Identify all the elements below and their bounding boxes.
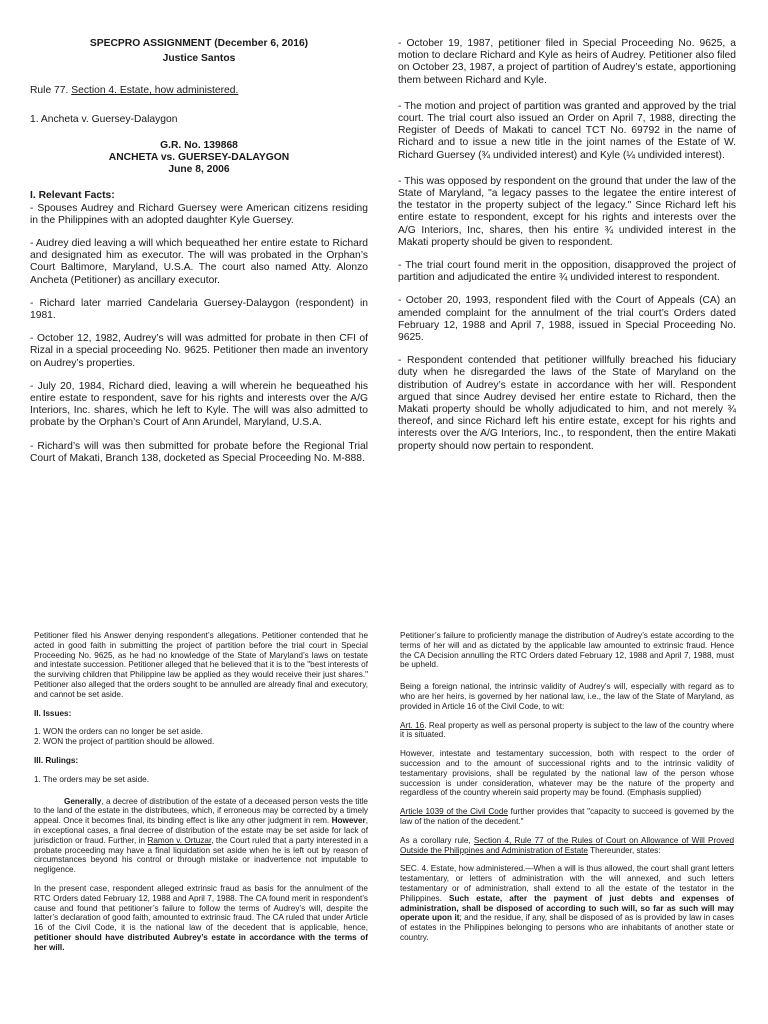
article-16-label: Art. 16 xyxy=(400,720,425,730)
fact-paragraph: - Audrey died leaving a will which bequeathed her entire estate to Richard and designated him as executor. The will was probated in the Orphan’s Court Baltimore, Maryland, U.S.A. The court also named Atty. Alonzo Ancheta (Petitioner) as ancillary executor. xyxy=(30,238,368,286)
fact-paragraph: - Richard’s will was then submitted for probate before the Regional Trial Court of Makati, Branch 138, docketed as Special Proceeding No. M-888. xyxy=(30,440,368,464)
answer-paragraph: Petitioner filed his Answer denying respondent’s allegations. Petitioner contended that he acted in good faith in submitting the project of partition before the trial court in Special Proceeding No. 9625, as he had no knowledge of the State of Maryland’s laws on testate and intestate succession. Petitioner alleged that he believed that it is to the "best interests of the surviving children that Philippine law be applied as they would receive their just shares." Petitioner also alleged that the orders sought to be annulled are already final and executory, and cannot be set aside. xyxy=(34,631,368,699)
case-gr-number: G.R. No. 139868 xyxy=(160,139,238,151)
article-16-continuation: However, intestate and testamentary succession, both with respect to the order of succession and to the amount of successional rights and to the intrinsic validity of testamentary provisions, shall be regulated by the national law of the person whose succession is under consideration, whatever may be the nature of the property and regardless of the country wherein said property may be found. (Emphasis supplied) xyxy=(400,749,734,798)
ruling-text: , a decree of distribution of the estate of a deceased person vests the title to the land of the estate in the distributees, which, if erroneous may be corrected by a timely appeal. Once it becomes final, its binding effect is like any other judgment in rem. xyxy=(34,796,368,826)
column-top-left xyxy=(30,38,368,476)
case-date: June 8, 2006 xyxy=(168,164,230,176)
issue-item: 2. WON the project of partition should be allowed. xyxy=(34,737,215,747)
ruling-item: 1. The orders may be set aside. xyxy=(34,774,149,784)
article-16-paragraph xyxy=(400,721,734,741)
fact-paragraph: - Respondent contended that petitioner willfully breached his fiduciary duty when he disregarded the laws of the State of Maryland on the distribution of Audrey’s estate in accordance with her will. Respondent argued that since Audrey devised her entire estate to Richard, then the Makati property should be wholly adjudicated to him, and not merely ¾ thereof, and since Richard left his entire estate, except for his rights and interests over the A/G Interiors, Inc., to respondent, then the entire Makati property should now pertain to respondent. xyxy=(398,355,736,452)
column-bottom-right xyxy=(400,631,734,952)
case-item: 1. Ancheta v. Guersey-Dalaygon xyxy=(30,113,178,125)
corollary-text: Thereunder, states: xyxy=(587,845,661,855)
column-top-right xyxy=(398,38,736,464)
section-4-paragraph xyxy=(400,864,734,942)
fact-paragraph: - October 12, 1982, Audrey’s will was admitted for probate in then CFI of Rizal in a special proceeding No. 9625. Petitioner then made an inventory on Audrey’s properties. xyxy=(30,333,368,369)
fact-paragraph: - October 20, 1993, respondent filed with the Court of Appeals (CA) an amended complaint for the annulment of the trial court’s Orders dated February 12, 1988 and April 7, 1988, issued in Special Proceeding No. 9625. xyxy=(398,295,736,344)
issue-item: 1. WON the orders can no longer be set aside. xyxy=(34,727,203,737)
ruling-paragraph: Being a foreign national, the intrinsic validity of Audrey’s will, especially with regard as to who are her heirs, is governed by her national law, i.e., the law of the State of Maryland, as provided in Article 16 of the Civil Code, to wit: xyxy=(400,682,734,711)
article-text: . Real property as well as personal property is subject to the law of the country where it is situated. xyxy=(400,720,734,740)
emphasis-generally: Generally xyxy=(64,796,102,806)
corollary-text: As a corollary rule, xyxy=(400,835,474,845)
issues-heading: II. Issues: xyxy=(34,708,72,718)
fact-paragraph: - This was opposed by respondent on the ground that under the law of the State of Maryland, "a legacy passes to the legatee the entire interest of the testator in the property subject of the legacy." Since Richard left his entire estate to respondent, except for his rights and interests over the A/G Interiors, Inc, shares, then his entire ¾ undivided interest in the Makati property should be given to respondent. xyxy=(398,175,736,248)
rulings-heading: III. Rulings: xyxy=(34,755,79,765)
assignment-title: SPECPRO ASSIGNMENT (December 6, 2016) xyxy=(89,38,309,49)
ruling-paragraph xyxy=(34,884,368,953)
column-bottom-left xyxy=(34,631,368,962)
fact-paragraph: - July 20, 1984, Richard died, leaving a will wherein he bequeathed his entire estate to respondent, save for his rights and interests over the A/G Interiors, Inc. shares, which he left to Kyle. The will was also admitted to probate by the Orphan’s Court of Ann Arundel, Maryland, U.S.A. xyxy=(30,380,368,429)
fact-paragraph: - The trial court found merit in the opposition, disapproved the project of partition and adjudicated the entire ¾ undivided interest to respondent. xyxy=(398,260,736,284)
emphasis-however: However xyxy=(331,816,366,826)
ruling-text: , the Court ruled that a party interested in a probate proceeding may have a final liquidation set aside when he is left out by reason of circumstances beyond his control or through mistake or inadvertence not imputable to negligence. xyxy=(34,835,368,875)
article-1039-label: Article 1039 of the Civil Code xyxy=(400,807,508,817)
emphasis-holding: petitioner should have distributed Aubrey’s estate in accordance with the terms of her will. xyxy=(34,932,368,952)
section-text: ; and the residue, if any, shall be disposed of as is provided by law in cases of estates in the Philippines belonging to persons who are inhabitants of another state or country. xyxy=(400,913,734,942)
rule-prefix: Rule 77. xyxy=(30,85,72,97)
rule-77-reference: Section 4, Rule 77 of the Rules of Court on Allowance of Will Proved Outside the Philippines and Administration of Estate xyxy=(400,835,734,855)
section-text: SEC. 4. Estate, how administered.—When a will is thus allowed, the court shall grant letters testamentary, or letters of administration with the will annexed, and such letters testamentary or of administration, shall extend to all the estate of the testator in the Philippines. xyxy=(400,864,734,903)
facts-heading: I. Relevant Facts: xyxy=(30,190,115,202)
corollary-paragraph xyxy=(400,836,734,856)
article-1039-paragraph xyxy=(400,807,734,827)
case-citation: Ramon v. Ortuzar xyxy=(147,835,212,845)
fact-paragraph: - Spouses Audrey and Richard Guersey were American citizens residing in the Philippines with an adopted daughter Kyle Guersey. xyxy=(30,202,368,226)
case-title: ANCHETA vs. GUERSEY-DALAYGON xyxy=(108,152,290,164)
fact-paragraph: - Richard later married Candelaria Guersey-Dalaygon (respondent) in 1981. xyxy=(30,297,368,322)
section-4-emphasis: Such estate, after the payment of just debts and expenses of administration, shall be disposed of according to such will, so far as such will may operate upon it xyxy=(400,893,734,923)
fact-paragraph: - The motion and project of partition was granted and approved by the trial court. The trial court also issued an Order on April 7, 1988, directing the Register of Deeds of Makati to cancel TCT No. 69792 in the name of Richard and to issue a new title in the joint names of the Estate of W. Richard Guersey (¾ undivided interest) and Kyle (¼ undivided interest). xyxy=(398,100,736,161)
fact-paragraph: - October 19, 1987, petitioner filed in Special Proceeding No. 9625, a motion to declare Richard and Kyle as heirs of Audrey. Petitioner also filed on October 23, 1987, a project of partition of Audrey’s estate, apportioning them between Richard and Kyle. xyxy=(398,38,736,86)
ruling-paragraph: Petitioner’s failure to proficiently manage the distribution of Audrey’s estate according to the terms of her will and as dictated by the applicable law amounted to extrinsic fraud. Hence the CA Decision annulling the RTC Orders dated February 12, 1988 and April 7, 1988, must be upheld. xyxy=(400,631,734,670)
ruling-text: , in exceptional cases, a final decree of distribution of the estate may be set aside for lack of jurisdiction or fraud. Further, in xyxy=(34,816,368,845)
rule-heading xyxy=(30,85,368,97)
instructor-name: Justice Santos xyxy=(162,53,236,65)
ruling-text: In the present case, respondent alleged extrinsic fraud as basis for the annulment of the RTC Orders dated February 12, 1988 and April 7, 1988. The CA found merit in respondent’s cause and found that petitioner’s failure to follow the terms of Audrey’s will, despite the latter’s declaration of good faith, amounted to extrinsic fraud. The CA ruled that under Article 16 of the Civil Code, it is the national law of the decedent that is applicable, hence, xyxy=(34,883,368,933)
article-text: further provides that "capacity to succeed is governed by the law of the nation of the decedent." xyxy=(400,807,734,826)
rule-section: Section 4. Estate, how administered. xyxy=(71,85,239,97)
ruling-paragraph xyxy=(34,797,368,875)
